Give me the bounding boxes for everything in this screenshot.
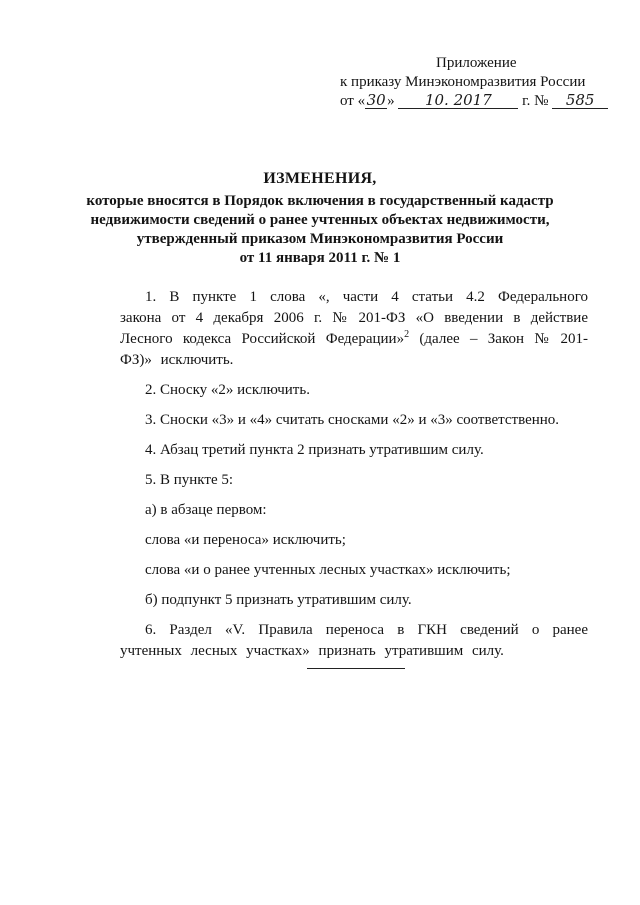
appendix-date-line <box>331 92 606 111</box>
document-title: ИЗМЕНЕНИЯ, <box>263 170 377 187</box>
item-1 <box>120 287 588 371</box>
subtitle-line-4: от 11 января 2011 г. № 1 <box>239 250 401 266</box>
item-5a-1: слова «и переноса» исключить; <box>145 532 346 548</box>
end-separator-line <box>307 668 405 669</box>
handwritten-month-year: 10. 2017 <box>398 93 518 109</box>
item-4: 4. Абзац третий пункта 2 признать утратившим силу. <box>145 442 484 458</box>
document-body <box>120 287 588 671</box>
subtitle-line-3: утвержденный приказом Минэкономразвития России <box>136 231 504 247</box>
subtitle-line-2: недвижимости сведений о ранее учтенных объектах недвижимости, <box>90 212 550 228</box>
item-5a-2: слова «и о ранее учтенных лесных участках» исключить; <box>145 562 511 578</box>
appendix-order-line: к приказу Минэкономразвития России <box>340 74 586 90</box>
item-5a: а) в абзаце первом: <box>145 502 267 518</box>
year-number-label: г. № <box>522 93 549 109</box>
item-3: 3. Сноски «3» и «4» считать сносками «2» и «3» соответственно. <box>145 412 560 428</box>
handwritten-order-number: 585 <box>552 93 608 109</box>
item-1-text: 1. В пункте 1 слова «, части 4 статьи 4.2 Федерального закона от 4 декабря 2006 г. № 201-ФЗ «О введении в действие Лесного кодекса Российской Федерации» <box>120 289 588 347</box>
date-prefix: от « <box>340 93 366 109</box>
item-1-text-end: (далее – Закон № 201-ФЗ)» исключить. <box>120 331 589 368</box>
footnote-ref: 2 <box>404 329 410 340</box>
document-subtitle <box>0 192 640 268</box>
subtitle-line-1: которые вносятся в Порядок включения в государственный кадастр <box>86 193 554 209</box>
item-6: 6. Раздел «V. Правила переноса в ГКН сведений о ранее учтенных лесных участках» признать утратившим силу. <box>120 622 588 659</box>
appendix-block <box>331 54 606 111</box>
item-2: 2. Сноску «2» исключить. <box>145 382 310 398</box>
item-5b: б) подпункт 5 признать утратившим силу. <box>145 592 412 608</box>
appendix-title: Приложение <box>436 55 517 71</box>
handwritten-day: 30 <box>366 91 386 109</box>
item-5: 5. В пункте 5: <box>145 472 234 488</box>
date-quote-close: » <box>387 93 395 109</box>
